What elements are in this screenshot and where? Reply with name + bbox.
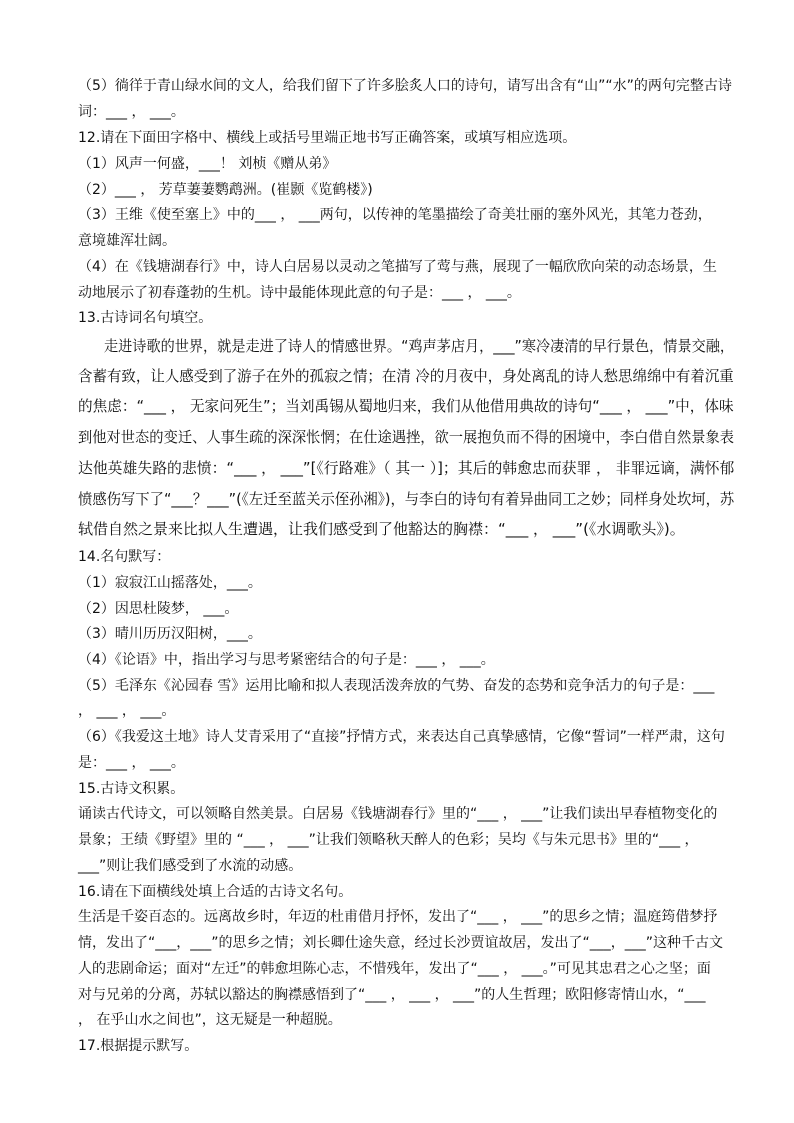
q14-item1: （1）寂寂江山摇落处，___。 [78, 575, 262, 591]
q14-item4: （4）《论语》中，指出学习与思考紧密结合的句子是：___ ， ___。 [78, 652, 495, 668]
q12-item1: （1）风声一何盛，___！ 刘桢《赠从弟》 [78, 156, 337, 172]
q14-item6: （6）《我爱这土地》诗人艾青采用了“直接”抒情方式，来表达自己真挚感情，它像“誓词”一样严肃，这句 [78, 729, 725, 745]
q13-heading: 13.古诗词名句填空。 [78, 310, 213, 326]
q12-heading: 12.请在下面田字格中、横线上或括号里端正地书写正确答案，或填写相应选项。 [78, 130, 577, 146]
q14-item6-cont: 是：___ ， ___。 [78, 755, 185, 771]
q16-heading: 16.请在下面横线处填上合适的古诗文名句。 [78, 884, 353, 900]
q12-item4-cont: 动地展示了初春蓬勃的生机。诗中最能体现此意的句子是：___ ， ___。 [78, 285, 521, 301]
q15-paragraph-line: 诵读古代诗文，可以领略自然美景。白居易《钱塘湖春行》里的“___ ， ___”让我们读出早春植物变化的 [78, 806, 718, 822]
q13-paragraph-line: 轼借自然之景来比拟人生遭遇，让我们感受到了他豁达的胸襟：“___ ， ___”(《水调歌头》)。 [78, 520, 685, 538]
q16-paragraph-line: 情，发出了“___，___”的思乡之情；刘长卿仕途失意，经过长沙贾谊故居，发出了“___，___”这种千古文 [78, 935, 724, 951]
q16-paragraph-line: 生活是千姿百态的。远离故乡时，年迈的杜甫借月抒怀，发出了“___ ， ___”的思乡之情；温庭筠借梦抒 [78, 909, 718, 925]
q13-paragraph-line: 愤感伤写下了“___？___”(《左迁至蓝关示侄孙湘》)，与李白的诗句有着异曲同工之妙；同样身处坎坷，苏 [78, 490, 735, 508]
q12-item2: （2）___ ， 芳草萋萋鹦鹉洲。(崔颢《览鹤楼》) [78, 182, 373, 198]
q14-heading: 14.名句默写： [78, 549, 171, 565]
q14-item3: （3）晴川历历汉阳树，___。 [78, 626, 262, 642]
q15-paragraph-line: ___”则让我们感受到了水流的动感。 [78, 858, 303, 874]
q11-item5-text-cont: 词：___ ， ___。 [78, 104, 185, 120]
q13-paragraph-line: 含蓄有致，让人感受到了游子在外的孤寂之情；在清 冷的月夜中，身处离乱的诗人愁思绵绵中有着沉重 [78, 367, 734, 385]
q14-item2: （2）因思杜陵梦， ___。 [78, 601, 239, 617]
q11-item5-text: （5）徜徉于青山绿水间的文人，给我们留下了许多脍炙人口的诗句，请写出含有“山”“水”的两句完整古诗 [78, 78, 732, 94]
q13-paragraph-line: 达他英雄失路的悲愤：“___ ， ___”[《行路难》（ 其一 ）]；其后的韩愈忠而获罪 ， 非罪远谪，满怀郁 [78, 459, 735, 477]
q15-paragraph-line: 景象；王绩《野望》里的 “___ ， ___”让我们领略秋天醉人的色彩；吴均《与朱元思书》里的“___ ， [78, 832, 699, 848]
q14-item5: （5）毛泽东《沁园春 雪》运用比喻和拟人表现活泼奔放的气势、奋发的态势和竞争活力的句子是：___ [78, 678, 715, 694]
q13-paragraph-line: 到他对世态的变迁、人事生疏的深深怅惘；在仕途遇挫，欲一展抱负而不得的困境中，李白借自然景象表 [78, 428, 735, 446]
q17-heading: 17.根据提示默写。 [78, 1038, 199, 1054]
q13-paragraph-line: 走进诗歌的世界，就是走进了诗人的情感世界。“鸡声茅店月，___”寒冷凄清的早行景色，情景交融， [104, 337, 735, 355]
q16-paragraph-line: ， 在乎山水之间也”，这无疑是一种超脱。 [78, 1012, 342, 1028]
q12-item4: （4）在《钱塘湖春行》中，诗人白居易以灵动之笔描写了莺与燕，展现了一幅欣欣向荣的动态场景，生 [78, 259, 717, 275]
q16-paragraph-line: 人的悲剧命运；面对“左迁”的韩愈坦陈心志，不惜残年，发出了“___ ， ___。”可见其忠君之心之坚；面 [78, 961, 711, 977]
q13-paragraph-line: 的焦虑：“___ ， 无家问死生”；当刘禹锡从蜀地归来，我们从他借用典故的诗句“___ ， ___”中，体味 [78, 397, 734, 415]
q15-heading: 15.古诗文积累。 [78, 781, 185, 797]
q16-paragraph-line: 对与兄弟的分离，苏轼以豁达的胸襟感悟到了“___ ， ___ ， ___”的人生哲理；欧阳修寄情山水，“___ [78, 987, 706, 1003]
q14-item5-cont: ， ___ ， ___。 [78, 703, 176, 719]
q12-item3-cont: 意境雄浑壮阔。 [78, 233, 176, 249]
q12-item3: （3）王维《使至塞上》中的___ ， ___两句，以传神的笔墨描绘了奇美壮丽的塞外风光，其笔力苍劲， [78, 207, 712, 223]
